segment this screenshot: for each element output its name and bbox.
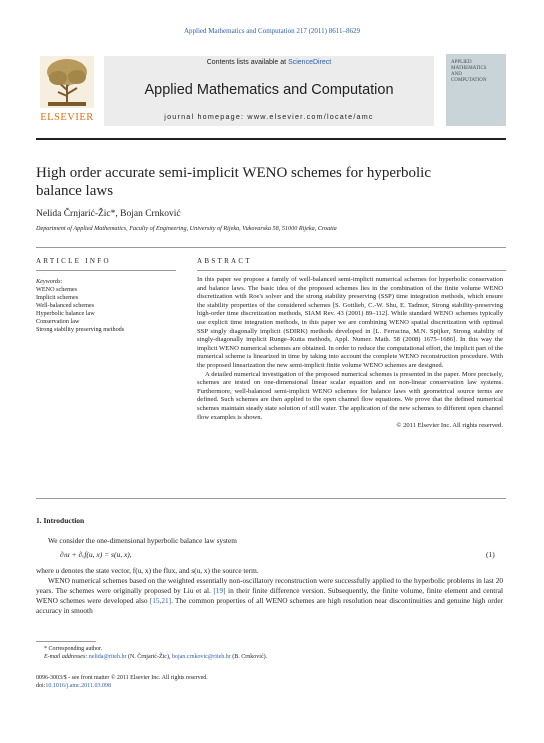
abstract-paragraph: A detailed numerical investigation of the proposed numerical schemes is presented in the paper. More precisely, schemes are tested on one-dimensional linear scalar equation and on non-linear conservation law systems. Furthermore, well-balanced semi-implicit WENO schemes for balance laws with geometrical source terms are defined. Such schemes are then applied to the open channel flow equations. We prove that the defined numerical schemes maintain steady state solution of still water. The application of the new schemes to different open channel flow examples is shown. xyxy=(197,370,503,421)
article-title: High order accurate semi-implicit WENO schemes for hyperbolic balance laws xyxy=(36,165,432,199)
keyword-item: Implicit schemes xyxy=(36,294,79,301)
citation-link[interactable]: [15,21] xyxy=(149,596,172,605)
journal-name: Applied Mathematics and Computation xyxy=(144,82,394,98)
abstract-paragraph: In this paper we propose a family of well-balanced semi-implicit numerical schemes for hyperbolic conservation and balance laws. The basic idea of the proposed schemes lies in the combination of the finite volume WENO discretization with Roe's solver and the strong stability preserving (SSP) time integration methods, which ensure the stability properties of the considered schemes [S. Gottlieb, C.-W. Shu, E. Tadmor, Strong stability-preserving high-order time discretization methods, SIAM Rev. 43 (2001) 89–112]. While standard WENO schemes typically use explicit time integration methods, in this paper we are combining WENO spatial discretization with optimal SSP singly diagonally implicit (SDIRK) methods developed in [L. Ferracina, M.N. Spijker, Strong stability of singly-diagonally implicit Runge–Kutta methods, Appl. Numer. Math. 58 (2008) 1675–1686]. In this way the implicit WENO numerical schemes are obtained. In order to reduce the computational effort, the implicit part of the numerical scheme is linearized in time by taking into account the complete WENO reconstruction procedure. With the proposed linearization the new semi-implicit finite volume WENO schemes are designed. xyxy=(197,276,503,369)
corresponding-author-note: * Corresponding author. xyxy=(44,646,103,652)
keyword-item: Conservation law xyxy=(36,318,80,325)
keyword-item: Hyperbolic balance law xyxy=(36,310,95,317)
journal-cover-thumbnail xyxy=(446,54,506,126)
elsevier-logo xyxy=(36,54,98,126)
intro-paragraph: WENO numerical schemes based on the weighted essentially non-oscillatory reconstruction were successfully applied to the hyperbolic problems in last 20 years. The schemes were originally proposed by Liu et al. [19] in their finite difference version. Subsequently, the finite volume, finite element and central WENO schemes were developed also [15,21]. The common properties of all WENO schemes are high resolution near discontinuities and genuine high order accuracy in smooth xyxy=(36,576,503,615)
cover-title: APPLIED MATHEMATICS AND COMPUTATION xyxy=(451,60,487,83)
issn-line: 0096-3003/$ - see front matter © 2011 Elsevier Inc. All rights reserved. xyxy=(36,675,208,681)
intro-line: We consider the one-dimensional hyperbolic balance law system xyxy=(48,536,237,545)
keyword-item: WENO schemes xyxy=(36,286,78,293)
journal-citation[interactable]: Applied Mathematics and Computation 217 (2011) 8611–8629 xyxy=(183,27,360,35)
author-list: Nelida Črnjarić-Žic*, Bojan Crnković xyxy=(36,209,181,219)
header-divider xyxy=(36,138,506,140)
abstract-body xyxy=(197,276,503,431)
footnote xyxy=(44,645,504,661)
introduction-body-continued xyxy=(36,566,503,616)
keywords-label: Keywords: xyxy=(36,278,63,285)
keyword-item: Well-balanced schemes xyxy=(36,302,95,309)
journal-banner xyxy=(104,56,434,126)
article-info-divider xyxy=(36,270,176,271)
article-info-heading: ARTICLE INFO xyxy=(36,257,111,265)
email-link[interactable]: nelida@riteh.hr xyxy=(88,654,127,660)
doi-link[interactable]: 10.1016/j.amc.2011.03.098 xyxy=(45,683,111,689)
citation-link[interactable]: [19] xyxy=(213,586,226,595)
keyword-item: Strong stability preserving methods xyxy=(36,326,125,333)
email-link[interactable]: bojan.crnkovic@riteh.hr xyxy=(171,654,231,660)
abstract-heading: ABSTRACT xyxy=(197,257,252,265)
affiliation: Department of Applied Mathematics, Faculty of Engineering, University of Rijeka, Vukovarska 58, 51000 Rijeka, Croatia xyxy=(36,225,337,232)
publisher-name: ELSEVIER xyxy=(40,112,94,123)
keywords-list xyxy=(36,278,186,334)
equation: ∂ₜu + ∂ₓf(u, x) = s(u, x), xyxy=(60,550,132,559)
intro-line: where u denotes the state vector, f(u, x) the flux, and s(u, x) the source term. xyxy=(36,566,259,575)
journal-homepage[interactable]: journal homepage: www.elsevier.com/locate/amc xyxy=(164,112,374,121)
equation-number: (1) xyxy=(486,550,495,559)
section-divider xyxy=(36,247,506,248)
page-footer xyxy=(36,674,506,690)
copyright: © 2011 Elsevier Inc. All rights reserved. xyxy=(396,422,503,430)
abstract-divider xyxy=(197,270,506,271)
section-divider xyxy=(36,498,506,499)
section-heading: 1. Introduction xyxy=(36,516,85,525)
footnote-divider xyxy=(36,641,96,642)
introduction-body xyxy=(36,536,503,546)
email-line: E-mail addresses: nelida@riteh.hr (N. Črnjarić-Žic), bojan.crnkovic@riteh.hr (B. Crnković). xyxy=(44,654,268,660)
contents-line: Contents lists available at ScienceDirect xyxy=(206,59,332,66)
sciencedirect-link[interactable]: ScienceDirect xyxy=(288,59,332,66)
doi-line: doi:10.1016/j.amc.2011.03.098 xyxy=(36,683,111,689)
